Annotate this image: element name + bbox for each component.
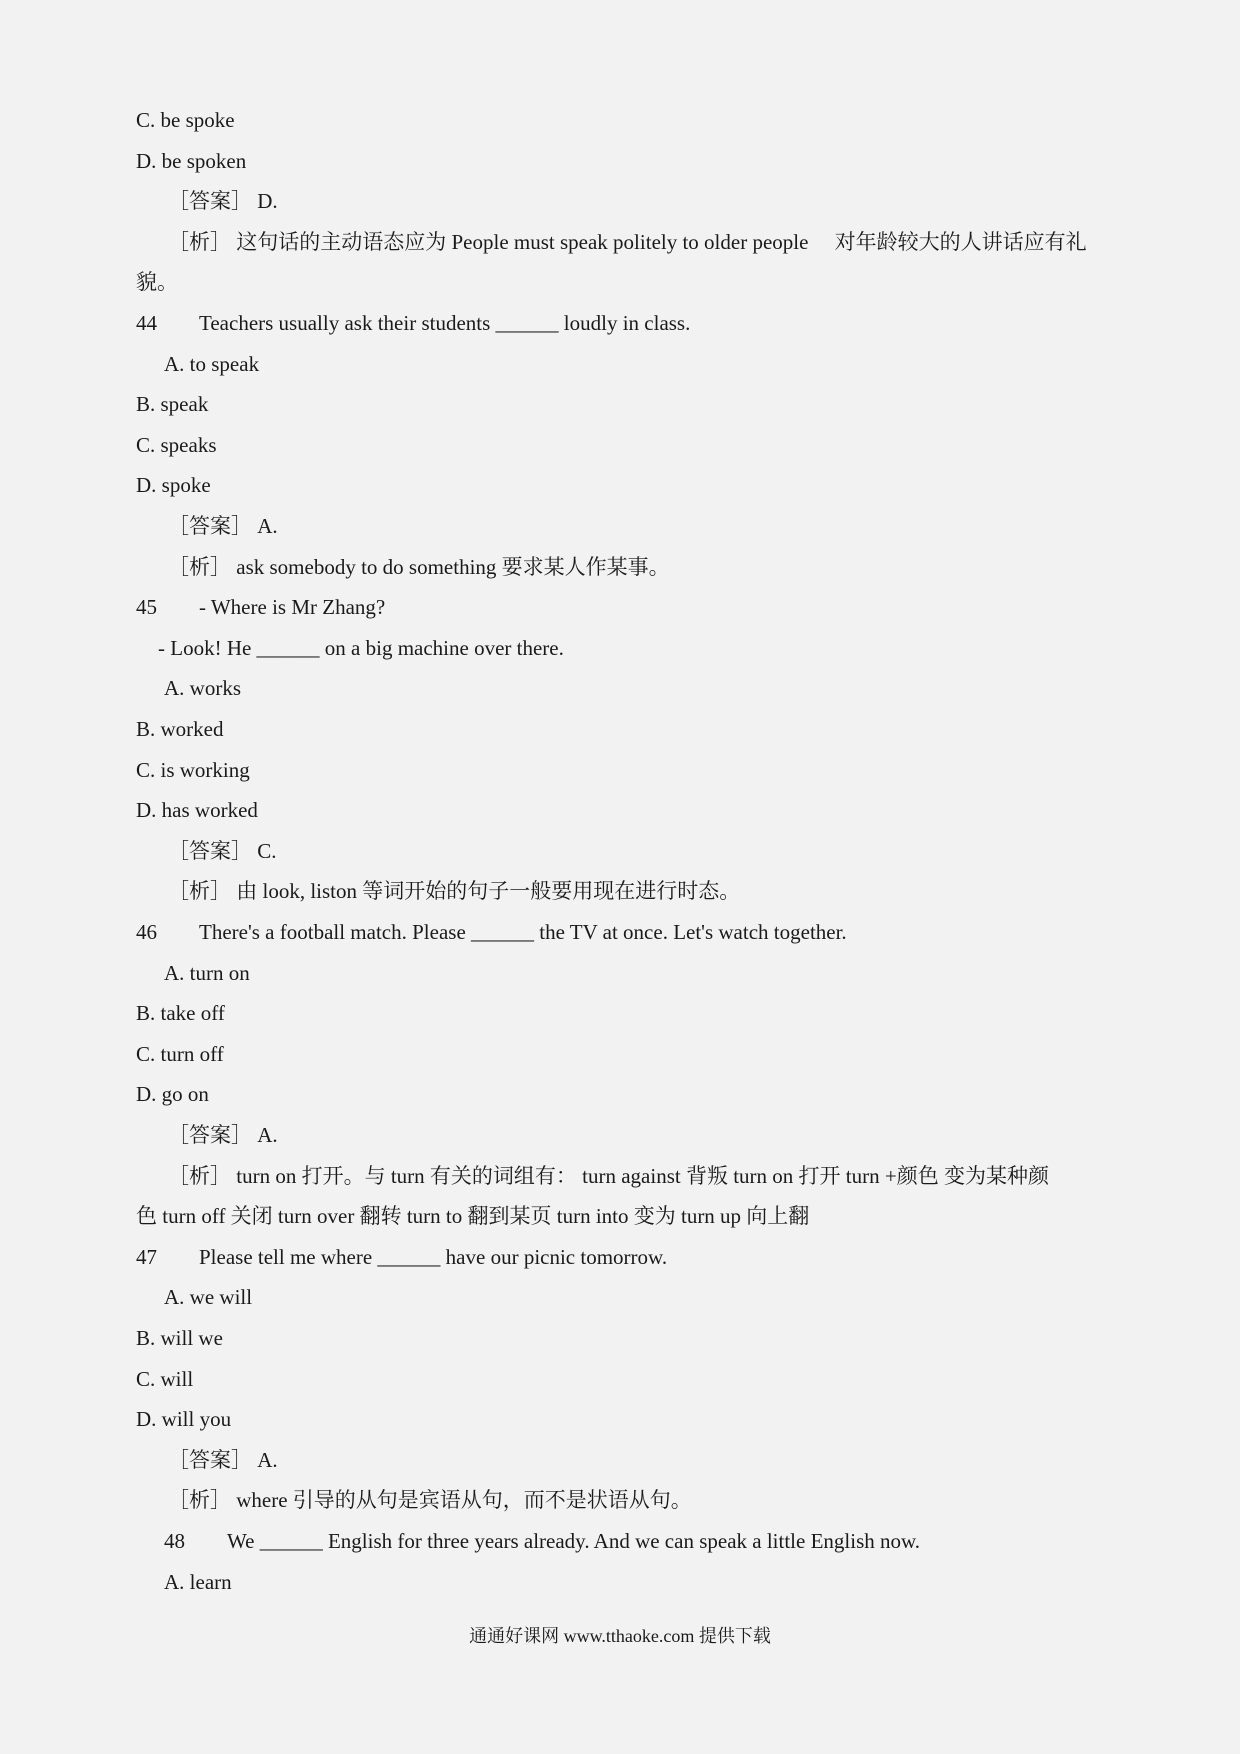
question-45-reply: - Look! He ______ on a big machine over there. [158, 636, 564, 660]
question-46: 46 There's a football match. Please ______ the TV at once. Let's watch together. [136, 920, 847, 944]
option-d: D. spoke [136, 473, 211, 497]
analysis-line: ［析］ 这句话的主动语态应为 People must speak politely to older people 对年龄较大的人讲话应有礼 [168, 230, 1087, 254]
option-b: B. will we [136, 1326, 223, 1350]
option-b: B. take off [136, 1001, 225, 1025]
option-b: B. speak [136, 392, 209, 416]
answer-line: ［答案］ D. [168, 189, 278, 213]
analysis-line: ［析］ where 引导的从句是宾语从句，而不是状语从句。 [168, 1488, 692, 1512]
answer-line: ［答案］ A. [168, 514, 278, 538]
option-c: C. will [136, 1367, 194, 1391]
analysis-line-continued: 貌。 [136, 270, 178, 294]
option-a: A. to speak [164, 352, 260, 376]
option-a: A. learn [164, 1570, 232, 1594]
option-c: C. be spoke [136, 108, 235, 132]
question-48: 48 We ______ English for three years already. And we can speak a little English now. [164, 1529, 921, 1553]
option-d: D. go on [136, 1082, 209, 1106]
answer-line: ［答案］ A. [168, 1123, 278, 1147]
option-c: C. turn off [136, 1042, 224, 1066]
option-c: C. is working [136, 758, 250, 782]
option-a: A. turn on [164, 961, 250, 985]
page-footer: 通通好课网 www.tthaoke.com 提供下载 [469, 1626, 771, 1646]
question-47: 47 Please tell me where ______ have our picnic tomorrow. [136, 1245, 668, 1269]
option-d: D. will you [136, 1407, 232, 1431]
analysis-line: ［析］ turn on 打开。与 turn 有关的词组有： turn against 背叛 turn on 打开 turn +颜色 变为某种颜 [168, 1164, 1049, 1188]
question-45: 45 - Where is Mr Zhang? [136, 595, 386, 619]
option-c: C. speaks [136, 433, 217, 457]
option-d: D. has worked [136, 798, 258, 822]
option-d: D. be spoken [136, 149, 247, 173]
analysis-line: ［析］ ask somebody to do something 要求某人作某事。 [168, 555, 670, 579]
answer-line: ［答案］ C. [168, 839, 277, 863]
question-44: 44 Teachers usually ask their students ______ loudly in class. [136, 311, 691, 335]
option-a: A. we will [164, 1285, 253, 1309]
option-b: B. worked [136, 717, 224, 741]
analysis-line-continued: 色 turn off 关闭 turn over 翻转 turn to 翻到某页 turn into 变为 turn up 向上翻 [136, 1204, 810, 1228]
answer-line: ［答案］ A. [168, 1448, 278, 1472]
analysis-line: ［析］ 由 look, liston 等词开始的句子一般要用现在进行时态。 [168, 879, 741, 903]
option-a: A. works [164, 676, 241, 700]
